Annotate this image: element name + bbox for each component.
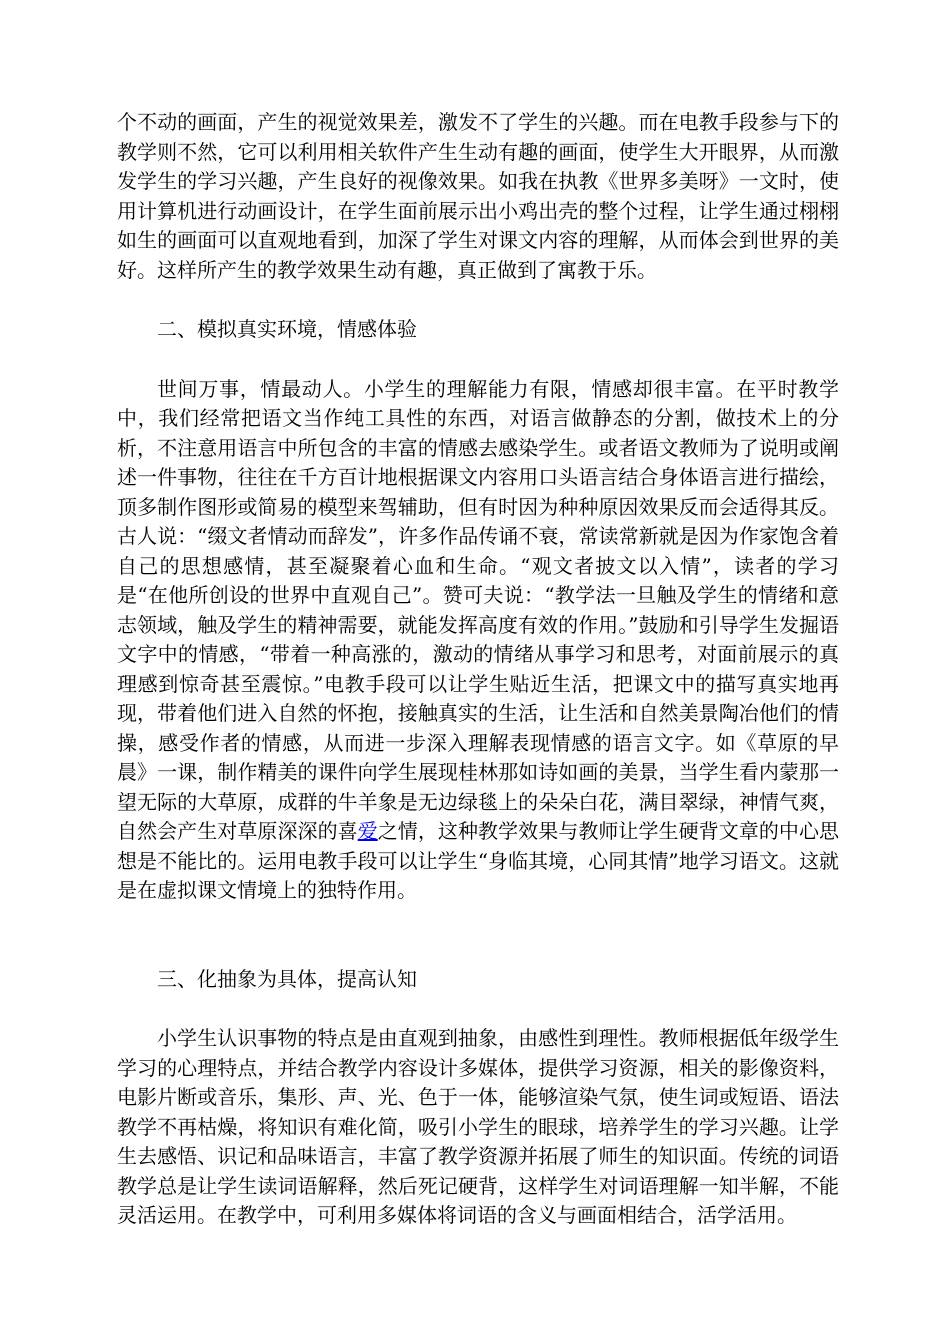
section-heading-2: 二、模拟真实环境，情感体验 — [157, 317, 417, 341]
document-body — [117, 108, 839, 1231]
paragraph-section-2 — [117, 375, 839, 906]
paragraph-section-2-text-b: 之情，这种教学效果与教师让学生硬背文章的中心思想是不能比的。运用电教手段可以让学生“身临其境，心同其情”地学习语文。这就是在虚拟课文情境上的独特作用。 — [117, 819, 840, 902]
love-link[interactable]: 爱 — [357, 819, 378, 843]
section-heading-3: 三、化抽象为具体，提高认知 — [157, 966, 417, 991]
paragraph-intro: 个不动的画面，产生的视觉效果差，激发不了学生的兴趣。而在电教手段参与下的教学则不然，它可以利用相关软件产生生动有趣的画面，使学生大开眼界，从而激发学生的学习兴趣，产生良好的视像效果。如我在执教《世界多美呀》一文时，使用计算机进行动画设计，在学生面前展示出小鸡出壳的整个过程，让学生通过栩栩如生的画面可以直观地看到，加深了学生对课文内容的理解，从而体会到世界的美好。这样所产生的教学效果生动有趣，真正做到了寓教于乐。 — [117, 110, 839, 282]
paragraph-section-3: 小学生认识事物的特点是由直观到抽象，由感性到理性。教师根据低年级学生学习的心理特点，并结合教学内容设计多媒体，提供学习资源，相关的影像资料，电影片断或音乐，集形、声、光、色于一体，能够渲染气氛，使生词或短语、语法教学不再枯燥，将知识有难化简，吸引小学生的眼球，培养学生的学习兴趣。让学生去感悟、识记和品味语言，丰富了教学资源并拓展了师生的知识面。传统的词语教学总是让学生读词语解释，然后死记硬背，这样学生对词语理解一知半解，不能灵活运用。在教学中，可利用多媒体将词语的含义与画面相结合，活学活用。 — [117, 1026, 839, 1227]
paragraph-section-2-text-a: 世间万事，情最动人。小学生的理解能力有限，情感却很丰富。在平时教学中，我们经常把语文当作纯工具性的东西，对语言做静态的分割，做技术上的分析，不注意用语言中所包含的丰富的情感去感染学生。或者语文教师为了说明或阐述一件事物，往往在千方百计地根据课文内容用口头语言结合身体语言进行描绘，顶多制作图形或简易的模型来驾辅助，但有时因为种种原因效果反而会适得其反。古人说：“缀文者情动而辞发”，许多作品传诵不衰，常读常新就是因为作家饱含着自己的思想感情，甚至凝聚着心血和生命。“观文者披文以入情”，读者的学习是“在他所创设的世界中直观自己”。赞可夫说：“教学法一旦触及学生的情绪和意志领域，触及学生的精神需要，就能发挥高度有效的作用。”鼓励和引导学生发掘语文字中的情感，“带着一种高涨的，激动的情绪从事学习和思考，对面前展示的真理感到惊奇甚至震惊。”电教手段可以让学生贴近生活，把课文中的描写真实地再现，带着他们进入自然的怀抱，接触真实的生活，让生活和自然美景陶冶他们的情操，感受作者的情感，从而进一步深入理解表现情感的语言文字。如《草原的早晨》一课，制作精美的课件向学生展现桂林那如诗如画的美景，当学生看内蒙那一望无际的大草原，成群的牛羊象是无边绿毯上的朵朵白花，满目翠绿，神情气爽，自然会产生对草原深深的喜 — [117, 376, 839, 843]
